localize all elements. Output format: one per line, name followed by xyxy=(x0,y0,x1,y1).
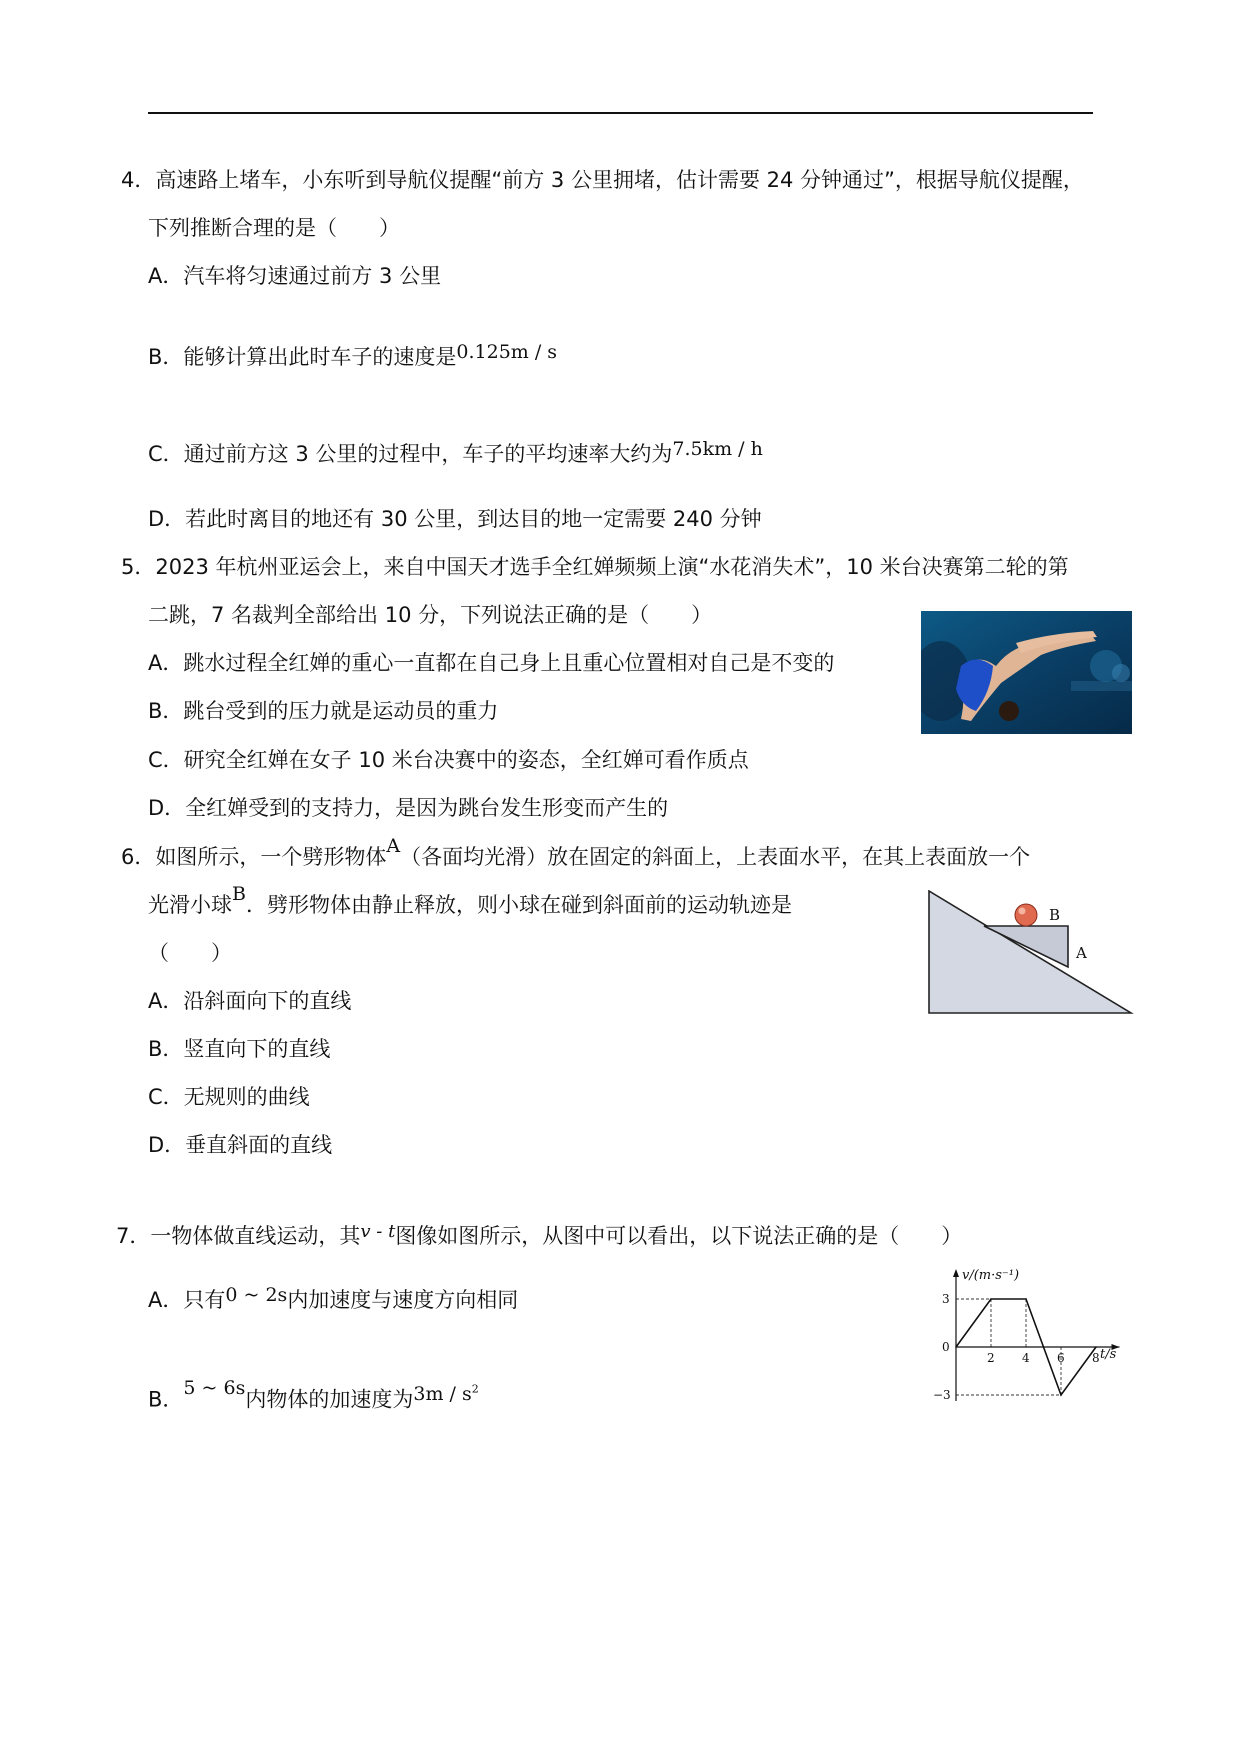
q7-option-b-math2 xyxy=(413,1383,478,1405)
vt-xtick-6: 6 xyxy=(1057,1351,1065,1365)
ball-highlight xyxy=(1019,908,1026,915)
q5-stem-line-1: 5．2023 年杭州亚运会上，来自中国天才选手全红婵频频上演“水花消失术”，10 米台决赛第二轮的第 xyxy=(121,555,1069,579)
q6-stem-1a: 6．如图所示，一个劈形物体 xyxy=(121,845,387,869)
q5-stem-line-2: 二跳，7 名裁判全部给出 10 分，下列说法正确的是（ ） xyxy=(148,603,713,627)
vt-ytick-2: −3 xyxy=(933,1388,951,1402)
q7-symbol-vt: v - t xyxy=(360,1221,396,1242)
q7-option-b-text2: 内物体的加速度为 xyxy=(245,1387,414,1412)
q4-option-b xyxy=(148,343,557,372)
q5-option-c: C．研究全红婵在女子 10 米台决赛中的姿态，全红婵可看作质点 xyxy=(148,748,749,772)
q7-option-b xyxy=(148,1377,479,1414)
q6-stem-2b: ．劈形物体由静止释放，则小球在碰到斜面前的运动轨迹是 xyxy=(245,893,792,917)
q4-stem-line-1: 4．高速路上堵车，小东听到导航仪提醒“前方 3 公里拥堵，估计需要 24 分钟通过”，根据导航仪提醒， xyxy=(121,168,1084,192)
q7-option-b-math: 5 ~ 6s xyxy=(183,1377,246,1400)
q7-stem-a: 7．一物体做直线运动，其 xyxy=(116,1224,361,1248)
q6-stem-line-1 xyxy=(121,835,1031,872)
q4-stem-line-2: 下列推断合理的是（ ） xyxy=(148,216,400,240)
vt-xtick-2: 2 xyxy=(987,1351,995,1365)
vt-point-4 xyxy=(1095,1346,1097,1348)
label-wedge-a: A xyxy=(1076,944,1087,962)
q4-option-c-math: 7.5km / h xyxy=(672,438,763,460)
vt-point-3 xyxy=(1060,1394,1062,1396)
q6-option-d: D．垂直斜面的直线 xyxy=(148,1133,333,1157)
q6-option-c: C．无规则的曲线 xyxy=(148,1085,310,1109)
q5-option-d: D．全红婵受到的支持力，是因为跳台发生形变而产生的 xyxy=(148,796,669,820)
vt-xlabel: t/s xyxy=(1100,1347,1117,1362)
q4-option-c xyxy=(148,440,763,469)
wedge-figure xyxy=(928,890,1134,1016)
q7-option-b-unit: 3m / s xyxy=(413,1383,472,1406)
q7-option-a-math: 0 ~ 2s xyxy=(225,1284,288,1306)
vt-axes xyxy=(953,1269,1120,1401)
vt-point-1 xyxy=(990,1298,992,1300)
vt-point-2 xyxy=(1025,1298,1027,1300)
q4-option-d: D．若此时离目的地还有 30 公里，到达目的地一定需要 240 分钟 xyxy=(148,507,762,531)
q4-option-a: A．汽车将匀速通过前方 3 公里 xyxy=(148,264,442,288)
q4-option-b-text: B．能够计算出此时车子的速度是 xyxy=(148,345,457,369)
q7-option-b-text1: B． xyxy=(148,1387,184,1412)
vt-xtick-8: 8 xyxy=(1092,1351,1100,1365)
vt-ylabel: v/(m·s⁻¹) xyxy=(962,1268,1020,1283)
ball-b xyxy=(1015,904,1037,926)
diver-photo xyxy=(921,611,1132,734)
q5-option-b: B．跳台受到的压力就是运动员的重力 xyxy=(148,699,499,723)
q4-option-c-text: C．通过前方这 3 公里的过程中，车子的平均速率大约为 xyxy=(148,442,673,466)
q7-stem-b: 图像如图所示，从图中可以看出，以下说法正确的是（ ） xyxy=(395,1224,963,1248)
q6-stem-line-2 xyxy=(148,883,792,920)
q6-stem-2a: 光滑小球 xyxy=(148,893,232,917)
q7-stem-line xyxy=(116,1222,962,1252)
q6-stem-line-3: （ ） xyxy=(148,941,232,965)
q6-stem-1b: （各面均光滑）放在固定的斜面上，上表面水平，在其上表面放一个 xyxy=(400,845,1031,869)
vt-xtick-4: 4 xyxy=(1022,1351,1030,1365)
q7-option-a-text2: 内加速度与速度方向相同 xyxy=(287,1288,519,1312)
vt-chart xyxy=(930,1265,1140,1417)
q6-symbol-b: B xyxy=(232,883,246,905)
vt-ytick-0: 3 xyxy=(942,1292,950,1306)
q6-option-a: A．沿斜面向下的直线 xyxy=(148,989,352,1013)
q7-option-a xyxy=(148,1286,518,1315)
vt-y-arrow xyxy=(953,1269,959,1277)
q4-option-b-math: 0.125m / s xyxy=(456,341,558,363)
q6-symbol-a: A xyxy=(386,835,401,857)
q6-option-b: B．竖直向下的直线 xyxy=(148,1037,331,1061)
vt-ytick-1: 0 xyxy=(942,1340,950,1354)
vt-point-0 xyxy=(955,1346,957,1348)
label-ball-b: B xyxy=(1049,906,1061,924)
header-rule xyxy=(148,112,1093,114)
q7-option-a-text1: A．只有 xyxy=(148,1288,226,1312)
q5-option-a: A．跳水过程全红婵的重心一直都在自己身上且重心位置相对自己是不变的 xyxy=(148,651,835,675)
diver-photo-illustration xyxy=(921,611,1132,734)
q7-option-b-sup: 2 xyxy=(471,1383,479,1396)
